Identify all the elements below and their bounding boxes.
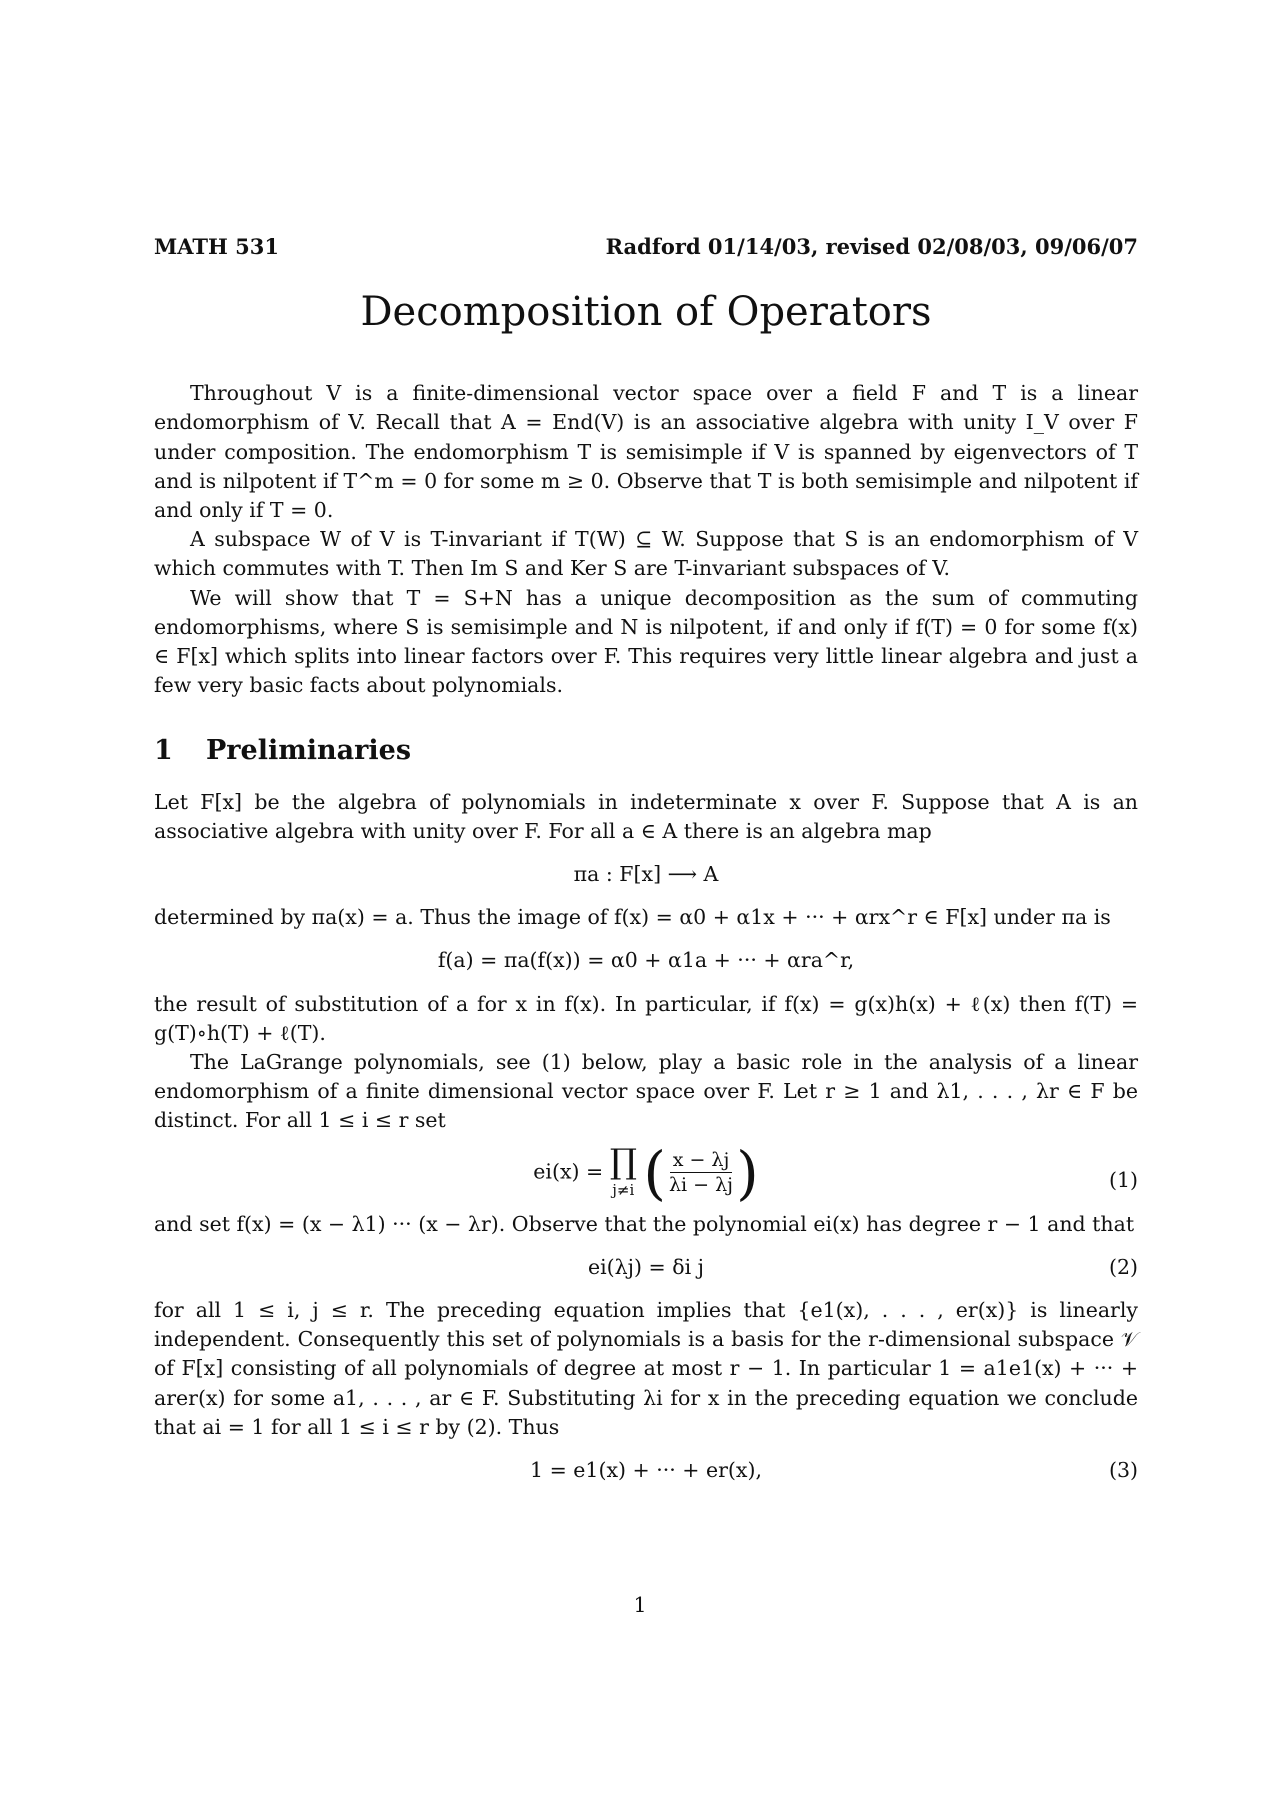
eq3-expr: 1 = e1(x) + ··· + er(x), <box>530 1458 762 1483</box>
section1-paragraph-1: Let F[x] be the algebra of polynomials in indeterminate x over F. Suppose that A is an associative algebra with unity over F. For all a ∈ A there is an algebra map <box>154 789 1138 843</box>
equation-1 <box>154 1138 1138 1207</box>
eq2-tag: (2) <box>1108 1254 1138 1279</box>
section-heading <box>154 736 1138 765</box>
equation-3 <box>154 1456 1138 1485</box>
eq2-expr: ei(λj) = δi j <box>587 1254 704 1279</box>
equation-2 <box>154 1253 1138 1282</box>
equation-algebra-map: πa : F[x] ⟶ A <box>573 862 719 887</box>
section1-paragraph-5: and set f(x) = (x − λ1) ··· (x − λr). Observe that the polynomial ei(x) has degree r − 1 and that <box>154 1211 1135 1236</box>
section1-paragraph-6: for all 1 ≤ i, j ≤ r. The preceding equation implies that {e1(x), . . . , er(x)} is linearly independent. Consequently this set of polynomials is a basis for the r-dimensional subspace 𝒱 of F[x] consisting of all polynomials of degree at most r − 1. In particular 1 = a1e1(x) + ··· + arer(x) for some a1, . . . , ar ∈ F. Substituting λi for x in the preceding equation we conclude that ai = 1 for all 1 ≤ i ≤ r by (2). Thus <box>154 1298 1138 1439</box>
running-header <box>154 232 1138 261</box>
section1-paragraph-4: The LaGrange polynomials, see (1) below, play a basic role in the analysis of a linear endomorphism of a finite dimensional vector space over F. Let r ≥ 1 and λ1, . . . , λr ∈ F be distinct. For all 1 ≤ i ≤ r set <box>154 1050 1138 1133</box>
section-title: Preliminaries <box>206 735 412 767</box>
course-label: MATH 531 <box>154 234 280 259</box>
eq1-denominator: λi − λj <box>669 1174 734 1197</box>
eq1-lhs: ei(x) = <box>533 1159 604 1184</box>
section1-paragraph-2: determined by πa(x) = a. Thus the image of f(x) = α0 + α1x + ··· + αrx^r ∈ F[x] under πa is <box>154 905 1111 930</box>
section1-paragraph-3: the result of substitution of a for x in f(x). In particular, if f(x) = g(x)h(x) + ℓ(x) then f(T) = g(T)∘h(T) + ℓ(T). <box>154 991 1138 1045</box>
intro-paragraph-2: A subspace W of V is T-invariant if T(W) ⊆ W. Suppose that S is an endomorphism of V which commutes with T. Then Im S and Ker S are T-invariant subspaces of V. <box>154 527 1138 581</box>
right-paren: ) <box>736 1138 759 1207</box>
author-dates: Radford 01/14/03, revised 02/08/03, 09/06/07 <box>605 234 1138 259</box>
eq1-numerator: x − λj <box>670 1148 733 1173</box>
eq1-tag: (1) <box>1108 1167 1138 1192</box>
page-content <box>154 232 1138 1499</box>
product-sign: ∏ <box>609 1141 637 1182</box>
eq3-tag: (3) <box>1108 1458 1138 1483</box>
left-paren: ( <box>643 1138 666 1207</box>
section-number: 1 <box>154 735 173 767</box>
product-symbol <box>609 1141 637 1201</box>
intro-paragraph-3: We will show that T = S+N has a unique decomposition as the sum of commuting endomorphisms, where S is semisimple and N is nilpotent, if and only if f(T) = 0 for some f(x) ∈ F[x] which splits into linear factors over F. This requires very little linear algebra and just a few very basic facts about polynomials. <box>154 585 1138 698</box>
paper-title: Decomposition of Operators <box>360 289 932 336</box>
page-number: 1 <box>633 1593 647 1617</box>
eq1-fraction-group <box>643 1138 759 1207</box>
intro-paragraph-1: Throughout V is a finite-dimensional vector space over a field F and T is a linear endomorphism of V. Recall that A = End(V) is an associative algebra with unity I_V over F under composition. The endomorphism T is semisimple if V is spanned by eigenvectors of T and is nilpotent if T^m = 0 for some m ≥ 0. Observe that T is both semisimple and nilpotent if and only if T = 0. <box>154 381 1138 523</box>
eq1-fraction <box>666 1148 736 1197</box>
equation-image: f(a) = πa(f(x)) = α0 + α1a + ··· + αra^r, <box>437 948 855 973</box>
product-index: j≠i <box>612 1180 635 1199</box>
